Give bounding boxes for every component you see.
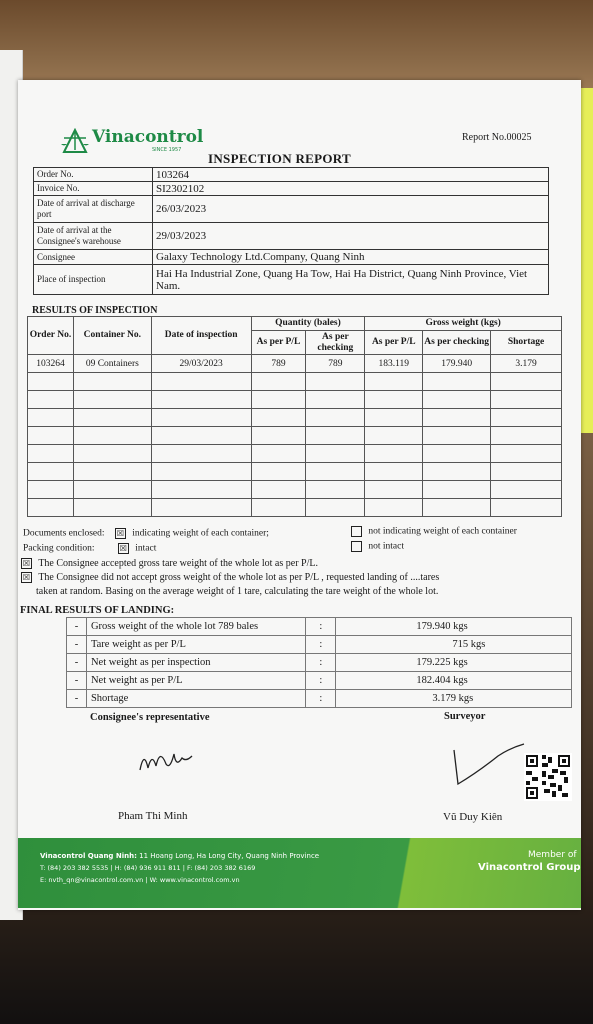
footer-banner bbox=[18, 838, 581, 908]
footer-contacts: E: nvth_qn@vinacontrol.com.vn | W: www.vinacontrol.com.vn bbox=[40, 876, 240, 884]
statement-not-accepted-text: The Consignee did not accept gross weight of the whole lot as per P/L , requested landing of ....tares bbox=[38, 572, 440, 583]
final-row: - Net weight as per P/L : 182.404 kgs bbox=[67, 672, 572, 690]
final-label: Gross weight of the whole lot 789 bales bbox=[86, 618, 305, 636]
qr-code-icon bbox=[524, 753, 572, 801]
surveyor-label: Surveyor bbox=[444, 711, 486, 722]
brand-name: Vinacontrol bbox=[92, 127, 204, 147]
final-value: 179.225 bbox=[416, 657, 451, 668]
packing-not-intact-row bbox=[351, 541, 404, 552]
cell-gw-checking: 179.940 bbox=[423, 355, 491, 373]
col-date-inspection: Date of inspection bbox=[151, 317, 251, 355]
packing-intact-checkbox[interactable]: ☒ bbox=[119, 544, 127, 553]
empty-row bbox=[28, 499, 562, 517]
info-value: Galaxy Technology Ltd.Company, Quang Ninh bbox=[153, 250, 549, 265]
consignee-signature bbox=[136, 740, 196, 780]
info-row bbox=[34, 223, 549, 250]
col-gw-pl: As per P/L bbox=[365, 331, 423, 355]
empty-row bbox=[28, 481, 562, 499]
info-key: Date of arrival at the Consignee's warehouse bbox=[34, 223, 153, 250]
group-gross-weight: Gross weight (kgs) bbox=[365, 317, 562, 331]
final-row: - Gross weight of the whole lot 789 bales : 179.940 kgs bbox=[67, 618, 572, 636]
info-key: Order No. bbox=[34, 168, 153, 182]
final-value: 715 bbox=[452, 639, 469, 650]
col-order-no: Order No. bbox=[28, 317, 74, 355]
final-unit: kgs bbox=[470, 639, 486, 650]
report-number: Report No.00025 bbox=[462, 132, 532, 143]
cell-container-no: 09 Containers bbox=[73, 355, 151, 373]
page-title: INSPECTION REPORT bbox=[208, 151, 351, 166]
info-value: 103264 bbox=[153, 168, 549, 182]
cell-qty-checking: 789 bbox=[306, 355, 365, 373]
packing-label: Packing condition: bbox=[23, 543, 95, 554]
surveyor-signature bbox=[448, 742, 528, 792]
packing-not-intact-label: not intact bbox=[368, 541, 404, 552]
consignee-rep-label: Consignee's representative bbox=[90, 712, 210, 723]
footer-phones: T: (84) 203 382 5535 | H: (84) 936 911 811 | F: (84) 203 382 6169 bbox=[40, 864, 256, 872]
final-value: 3.179 bbox=[432, 693, 456, 704]
scale-logo-icon bbox=[58, 128, 92, 154]
cell-order-no: 103264 bbox=[28, 355, 74, 373]
info-key: Consignee bbox=[34, 250, 153, 265]
statement-not-accepted-row bbox=[21, 572, 439, 583]
col-container-no: Container No. bbox=[73, 317, 151, 355]
final-value: 179.940 bbox=[416, 621, 451, 632]
empty-row bbox=[28, 409, 562, 427]
final-row: - Shortage : 3.179 kgs bbox=[67, 690, 572, 708]
surveyor-name: Vũ Duy Kiên bbox=[443, 811, 503, 823]
info-row bbox=[34, 168, 549, 182]
info-value: 29/03/2023 bbox=[153, 223, 549, 250]
final-row: - Net weight as per inspection : 179.225 kgs bbox=[67, 654, 572, 672]
final-unit: kgs bbox=[453, 621, 468, 632]
footer-member-of: Member of bbox=[528, 850, 577, 860]
cell-shortage: 3.179 bbox=[491, 355, 562, 373]
final-unit: kgs bbox=[453, 657, 468, 668]
info-row bbox=[34, 265, 549, 295]
info-row bbox=[34, 182, 549, 196]
info-value: Hai Ha Industrial Zone, Quang Ha Tow, Hai Ha District, Quang Ninh Province, Viet Nam. bbox=[153, 265, 549, 295]
documents-enclosed-row bbox=[23, 528, 269, 539]
final-unit: kgs bbox=[453, 675, 468, 686]
statement-accepted-row bbox=[21, 558, 318, 569]
statement-accepted-text: The Consignee accepted gross tare weight of the whole lot as per P/L. bbox=[38, 558, 318, 569]
brand-since: SINCE 1957 bbox=[152, 147, 182, 153]
empty-row bbox=[28, 391, 562, 409]
statement-not-accepted-cont: taken at random. Basing on the average weight of 1 tare, calculating the tare weight of the whole lot. bbox=[36, 586, 439, 597]
final-label: Net weight as per P/L bbox=[86, 672, 305, 690]
cell-gw-pl: 183.119 bbox=[365, 355, 423, 373]
results-table bbox=[27, 316, 562, 517]
statement-accepted-checkbox[interactable]: ☒ bbox=[22, 559, 31, 569]
footer-group-name: Vinacontrol Group bbox=[478, 862, 581, 873]
results-heading: RESULTS OF INSPECTION bbox=[32, 305, 158, 316]
final-label: Net weight as per inspection bbox=[86, 654, 305, 672]
final-results-heading: FINAL RESULTS OF LANDING: bbox=[20, 605, 175, 616]
packing-not-intact-checkbox[interactable] bbox=[351, 541, 362, 552]
documents-label: Documents enclosed: bbox=[23, 528, 105, 539]
footer-office-name: Vinacontrol Quang Ninh: bbox=[40, 852, 137, 860]
documents-not-indicating-row bbox=[351, 526, 517, 537]
inspection-report-page bbox=[18, 80, 581, 910]
order-info-table bbox=[33, 167, 549, 295]
info-key: Place of inspection bbox=[34, 265, 153, 295]
table-row bbox=[28, 355, 562, 373]
consignee-name: Pham Thi Minh bbox=[118, 810, 188, 822]
statement-not-accepted-checkbox[interactable]: ☒ bbox=[22, 573, 31, 583]
col-qty-checking: As per checking bbox=[306, 331, 365, 355]
empty-row bbox=[28, 427, 562, 445]
info-key: Date of arrival at discharge port bbox=[34, 196, 153, 223]
cell-qty-pl: 789 bbox=[251, 355, 306, 373]
packing-intact-label: intact bbox=[135, 543, 157, 554]
final-label: Tare weight as per P/L bbox=[86, 636, 305, 654]
final-unit: kgs bbox=[458, 693, 474, 704]
info-value: SI2302102 bbox=[153, 182, 549, 196]
footer-address bbox=[40, 852, 319, 860]
info-value: 26/03/2023 bbox=[153, 196, 549, 223]
empty-row bbox=[28, 373, 562, 391]
col-shortage: Shortage bbox=[491, 331, 562, 355]
final-row: - Tare weight as per P/L : 715 kgs bbox=[67, 636, 572, 654]
empty-row bbox=[28, 445, 562, 463]
info-row bbox=[34, 250, 549, 265]
final-label: Shortage bbox=[86, 690, 305, 708]
info-row bbox=[34, 196, 549, 223]
info-key: Invoice No. bbox=[34, 182, 153, 196]
group-quantity: Quantity (bales) bbox=[251, 317, 365, 331]
final-results-table bbox=[66, 617, 572, 708]
documents-not-indicating-label: not indicating weight of each container bbox=[368, 526, 517, 537]
footer-address-text: 11 Hoang Long, Ha Long City, Quang Ninh Province bbox=[136, 852, 320, 860]
cell-date: 29/03/2023 bbox=[151, 355, 251, 373]
documents-indicating-checkbox[interactable]: ☒ bbox=[116, 529, 124, 538]
documents-indicating-label: indicating weight of each container; bbox=[132, 528, 269, 539]
documents-not-indicating-checkbox[interactable] bbox=[351, 526, 362, 537]
final-value: 182.404 bbox=[416, 675, 451, 686]
col-qty-pl: As per P/L bbox=[251, 331, 306, 355]
empty-row bbox=[28, 463, 562, 481]
packing-condition-row bbox=[23, 543, 156, 554]
col-gw-checking: As per checking bbox=[423, 331, 491, 355]
